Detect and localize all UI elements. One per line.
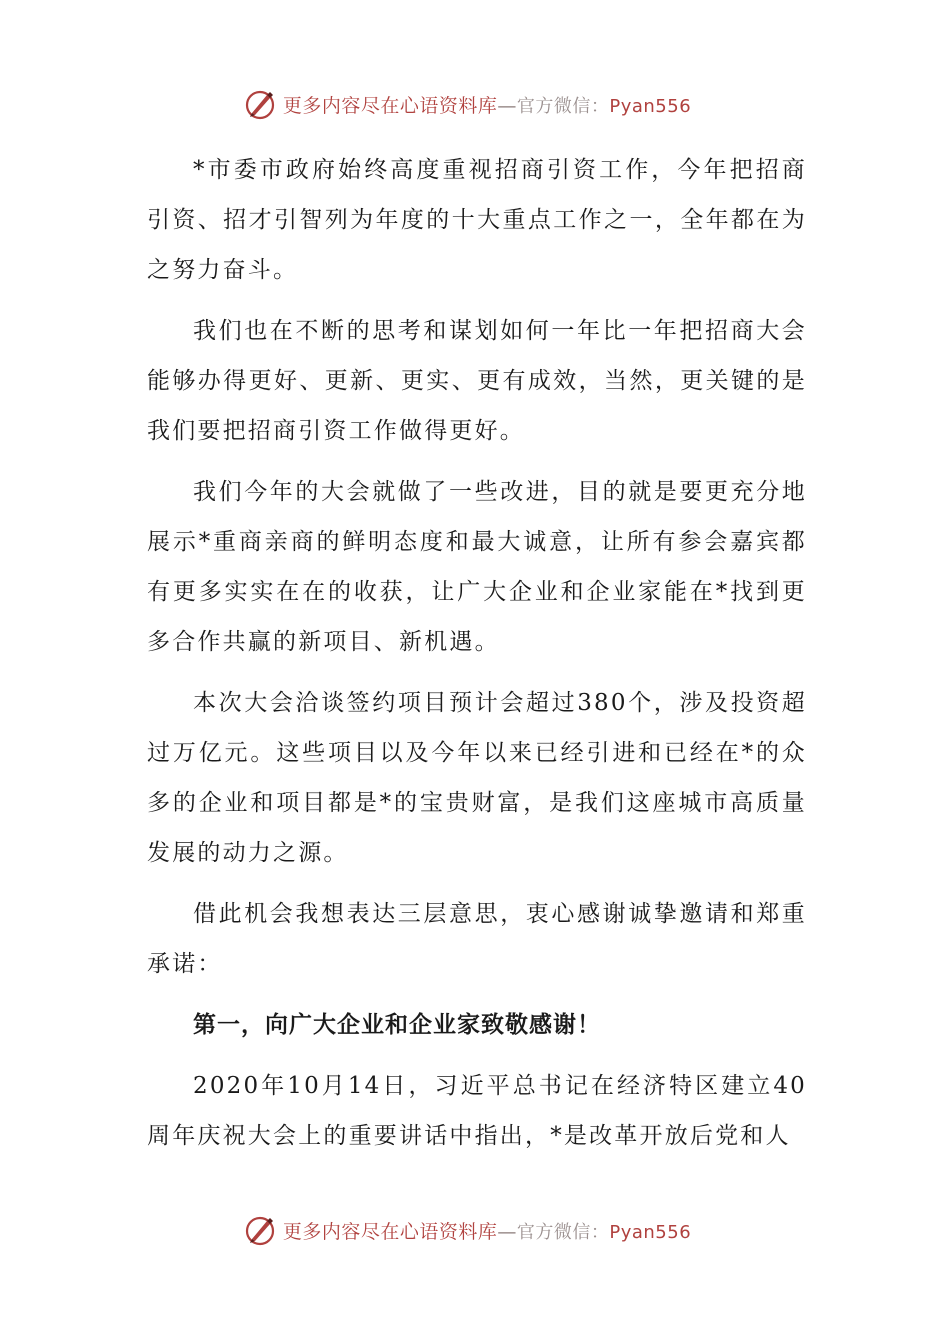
banner-brand-text: 更多内容尽在心语资料库 [282, 1220, 498, 1243]
paragraph-3: 我们今年的大会就做了一些改进，目的就是要更充分地展示*重商亲商的鲜明态度和最大诚意，让所有参会嘉宾都有更多实实在在的收获，让广大企业和企业家能在*找到更多合作共赢的新项目、新机遇。 [147, 479, 807, 655]
header-banner [0, 84, 950, 124]
document-body [147, 145, 807, 1172]
paragraph-1: *市委市政府始终高度重视招商引资工作，今年把招商引资、招才引智列为年度的十大重点工作之一，全年都在为之努力奋斗。 [147, 157, 807, 283]
header-banner-text [283, 91, 691, 118]
banner-wechat-id: Pyan556 [609, 95, 692, 117]
section-heading: 第一，向广大企业和企业家致敬感谢！ [193, 1012, 601, 1038]
paragraph-4: 本次大会洽谈签约项目预计会超过380个，涉及投资超过万亿元。这些项目以及今年以来已经引进和已经在*的众多的企业和项目都是*的宝贵财富，是我们这座城市高质量发展的动力之源。 [147, 690, 807, 866]
banner-separator: — [497, 1220, 517, 1243]
footer-banner-text [283, 1217, 691, 1244]
banner-wechat-label: 官方微信： [516, 95, 610, 117]
footer-banner-content [243, 1213, 691, 1247]
banner-brand-text: 更多内容尽在心语资料库 [282, 94, 498, 117]
banner-separator: — [497, 94, 517, 117]
footer-banner [0, 1210, 950, 1250]
paragraph-5: 借此机会我想表达三层意思，衷心感谢诚挚邀请和郑重承诺： [147, 901, 807, 977]
banner-wechat-id: Pyan556 [609, 1221, 692, 1243]
pen-circle-logo-icon [243, 1213, 277, 1247]
header-banner-content [243, 87, 691, 121]
pen-circle-logo-icon [243, 87, 277, 121]
paragraph-6: 2020年10月14日，习近平总书记在经济特区建立40周年庆祝大会上的重要讲话中指出，*是改革开放后党和人 [147, 1073, 807, 1149]
banner-wechat-label: 官方微信： [516, 1221, 610, 1243]
paragraph-2: 我们也在不断的思考和谋划如何一年比一年把招商大会能够办得更好、更新、更实、更有成效，当然，更关键的是我们要把招商引资工作做得更好。 [147, 318, 807, 444]
